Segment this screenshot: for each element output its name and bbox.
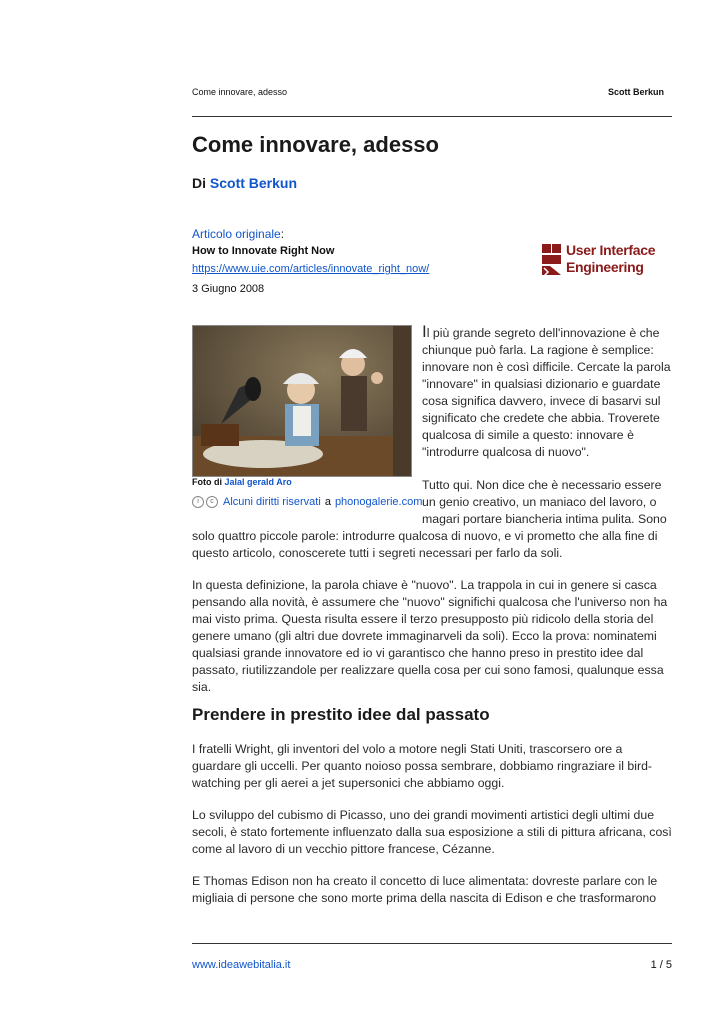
original-article-url[interactable]: https://www.uie.com/articles/innovate_right_now/ [192,263,430,275]
cc-icon: c [206,496,218,508]
original-article-label [192,227,284,241]
footer-site-link[interactable]: www.ideawebitalia.it [192,959,291,971]
page-number: 1 / 5 [650,959,672,971]
article-date: 3 Giugno 2008 [192,283,265,295]
cc-at: a [324,496,331,508]
byline-prefix: Di [192,175,206,191]
article-title: Come innovare, adesso [192,132,439,157]
cc-by-icon: i [192,496,204,508]
paragraph-2-full: solo quattro piccole parole: introdurre qualcosa di nuovo, e vi prometto che alla fine di questo articolo, conoscerete tutti i segreti necessari per farlo da soli. [192,529,658,560]
photo-caption-prefix: Foto di [192,477,222,487]
cc-license-line [192,496,422,508]
running-header-author: Scott Berkun [607,87,664,97]
paragraph-1 [422,322,672,461]
section-heading: Prendere in prestito idee dal passato [192,705,490,724]
byline [192,175,297,191]
header-divider [192,116,672,117]
uie-logo-line2: Engineering [566,259,644,275]
paragraph-6: E Thomas Edison non ha creato il concetto di luce alimentata: dovreste parlare con le migliaia di persone che sono morte prima della nascita di Edison e che trasformarono [192,874,658,905]
phonograph-painting-icon [193,326,411,476]
footer-divider [192,943,672,944]
paragraph-2-wrap: Tutto qui. Non dice che è necessario essere un genio creativo, un maniaco del lavoro, o magari portare biancheria intima pulita. Sono [422,478,667,526]
uie-logo-line1: User Interface [566,242,656,258]
running-header-title: Come innovare, adesso [192,87,288,97]
original-article-title: How to Innovate Right Now [192,245,335,257]
cc-site-link[interactable]: phonogalerie.com [334,496,423,508]
paragraph-4: I fratelli Wright, gli inventori del volo a motore negli Stati Uniti, trascorsero ore a guardare gli uccelli. Per quanto noioso possa sembrare, dobbiamo ringraziare il bird-watching per gli aerei a jet supersonici che abbiamo oggi. [192,742,653,790]
uie-logo [540,242,656,280]
cc-license-link[interactable]: Alcuni diritti riservati [223,496,321,508]
paragraph-1-text: l più grande segreto dell'innovazione è che chiunque può farla. La ragione è semplice: innovare non è così difficile. Cercate la parola "innovare" in qualsiasi dizionario e guardate cosa significa davvero, invece di basarvi sul significato che credete che abbia. Troverete qualcosa di simile a questo: innovare è "introdurre qualcosa di nuovo". [422,326,671,459]
original-article-link[interactable]: Articolo originale [192,227,281,241]
author-link[interactable]: Scott Berkun [209,175,298,191]
photo-author-link[interactable]: Jalal gerald Aro [224,477,292,487]
paragraph-3: In questa definizione, la parola chiave è "nuovo". La trappola in cui in genere si casca pensando alla novità, è assumere che "nuovo" significhi qualcosa che l'universo non ha mai visto prima. Questa risulta essere il terzo presupposto più ridicolo della storia del genere umano (gli altri due dovrete immaginarveli da soli). Ecco la prova: nominatemi qualsiasi grande innovatore ed io vi garantisco che hanno preso in prestito idee dal passato, riutilizzandole per realizzare quella cosa per cui sono famosi, qualunque essa sia. [192,578,668,694]
original-article-colon: : [280,227,285,241]
drop-cap: I [422,322,427,341]
article-photo [192,325,412,477]
paragraph-5: Lo sviluppo del cubismo di Picasso, uno dei grandi movimenti artistici degli ultimi due secoli, è stato fortemente influenzato dalla sua esposizione a stili di pittura africana, così come al lavoro di un vecchio pittore francese, Cézanne. [192,808,672,856]
photo-caption [192,477,292,487]
